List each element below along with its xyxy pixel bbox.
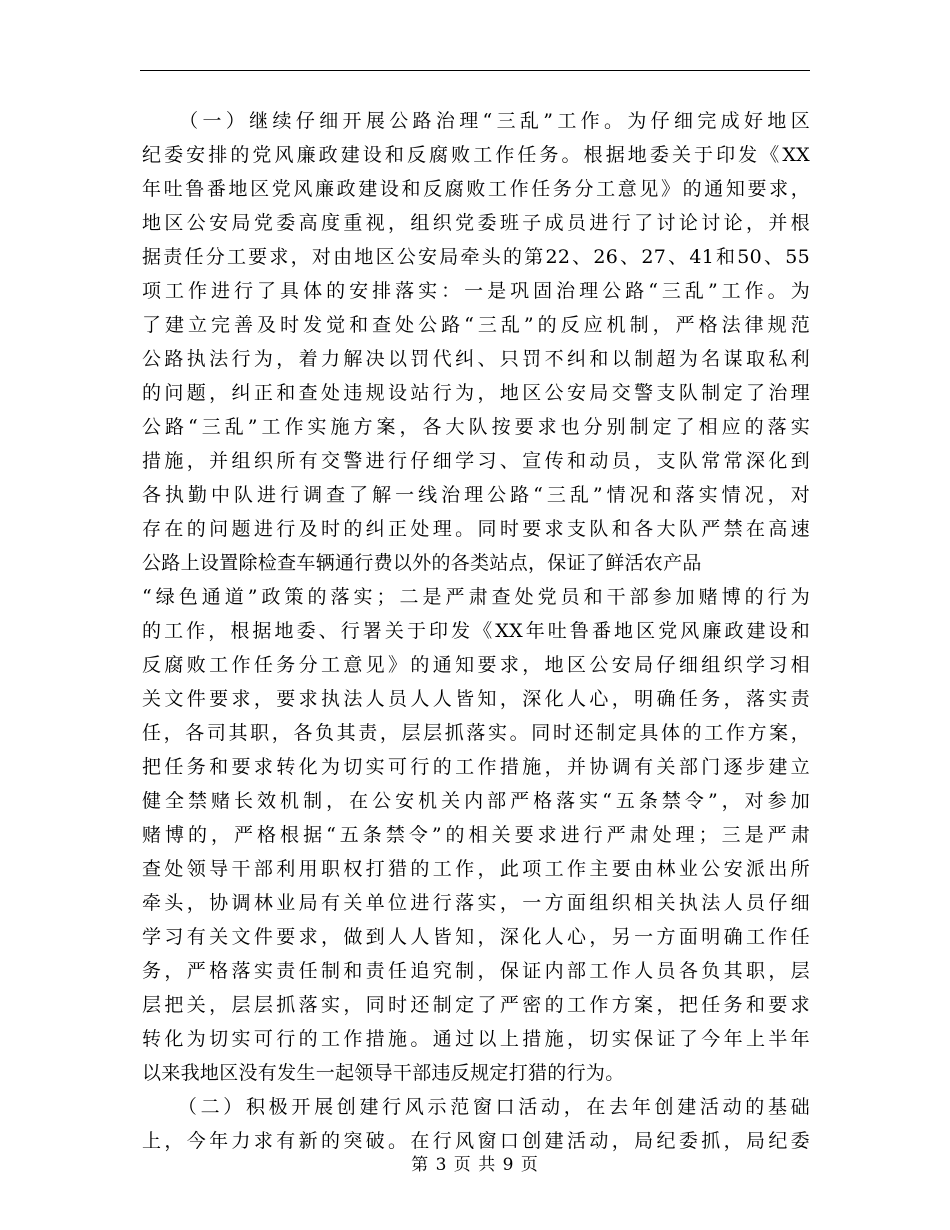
paragraph-line: （一）继续仔细开展公路治理“三乱”工作。为仔细完成好地区: [142, 110, 810, 132]
paragraph-line: 各执勤中队进行调查了解一线治理公路“三乱”情况和落实情况，对: [142, 484, 810, 506]
paragraph-line: （二）积极开展创建行风示范窗口活动，在去年创建活动的基础: [142, 1096, 810, 1118]
paragraph-line: 赌博的，严格根据“五条禁令”的相关要求进行严肃处理；三是严肃: [142, 824, 810, 846]
paragraph-line: 措施，并组织所有交警进行仔细学习、宣传和动员，支队常常深化到: [142, 450, 810, 472]
paragraph-line: 公路“三乱”工作实施方案，各大队按要求也分别制定了相应的落实: [142, 416, 810, 438]
paragraph-line: 公路上设置除检查车辆通行费以外的各类站点，保证了鲜活农产品: [142, 552, 702, 574]
paragraph-line: 年吐鲁番地区党风廉政建设和反腐败工作任务分工意见》的通知要求，: [142, 178, 810, 200]
paragraph-line: 健全禁赌长效机制，在公安机关内部严格落实“五条禁令”，对参加: [142, 790, 810, 812]
document-body: [142, 104, 810, 1158]
paragraph-line: 学习有关文件要求，做到人人皆知，深化人心，另一方面明确工作任: [142, 926, 810, 948]
paragraph-line: 以来我地区没有发生一起领导干部违反规定打猎的行为。: [142, 1062, 625, 1084]
paragraph-line: 转化为切实可行的工作措施。通过以上措施，切实保证了今年上半年: [142, 1028, 810, 1050]
paragraph-line: “绿色通道”政策的落实；二是严肃查处党员和干部参加赌博的行为: [142, 586, 810, 608]
paragraph-line: 的问题，纠正和查处违规设站行为，地区公安局交警支队制定了治理: [142, 382, 810, 404]
paragraph-line: 把任务和要求转化为切实可行的工作措施，并协调有关部门逐步建立: [142, 756, 810, 778]
paragraph-line: 上，今年力求有新的突破。在行风窗口创建活动，局纪委抓，局纪委: [142, 1130, 810, 1152]
paragraph-line: 牵头，协调林业局有关单位进行落实，一方面组织相关执法人员仔细: [142, 892, 810, 914]
paragraph-line: 关文件要求，要求执法人员人人皆知，深化人心，明确任务，落实责: [142, 688, 810, 710]
paragraph-line: 任，各司其职，各负其责，层层抓落实。同时还制定具体的工作方案，: [142, 722, 810, 744]
paragraph-line: 地区公安局党委高度重视，组织党委班子成员进行了讨论讨论，并根: [142, 212, 810, 234]
header-rule: [140, 70, 810, 71]
paragraph-line: 层把关，层层抓落实，同时还制定了严密的工作方案，把任务和要求: [142, 994, 810, 1016]
paragraph-line: 了建立完善及时发觉和查处公路“三乱”的反应机制，严格法律规范: [142, 314, 810, 336]
paragraph-line: 查处领导干部利用职权打猎的工作，此项工作主要由林业公安派出所: [142, 858, 810, 880]
paragraph-line: 务，严格落实责任制和责任追究制，保证内部工作人员各负其职，层: [142, 960, 810, 982]
page-number-footer: 第 3 页 共 9 页: [411, 1155, 539, 1175]
paragraph-line: 公路执法行为，着力解决以罚代纠、只罚不纠和以制超为名谋取私利: [142, 348, 810, 370]
paragraph-line: 反腐败工作任务分工意见》的通知要求，地区公安局仔细组织学习相: [142, 654, 810, 676]
paragraph-line: 纪委安排的党风廉政建设和反腐败工作任务。根据地委关于印发《XX: [142, 144, 810, 166]
paragraph-line: 据责任分工要求，对由地区公安局牵头的第22、26、27、41和50、55: [142, 246, 810, 268]
paragraph-line: 项工作进行了具体的安排落实：一是巩固治理公路“三乱”工作。为: [142, 280, 810, 302]
paragraph-line: 的工作，根据地委、行署关于印发《XX年吐鲁番地区党风廉政建设和: [142, 620, 810, 642]
paragraph-line: 存在的问题进行及时的纠正处理。同时要求支队和各大队严禁在高速: [142, 518, 810, 540]
